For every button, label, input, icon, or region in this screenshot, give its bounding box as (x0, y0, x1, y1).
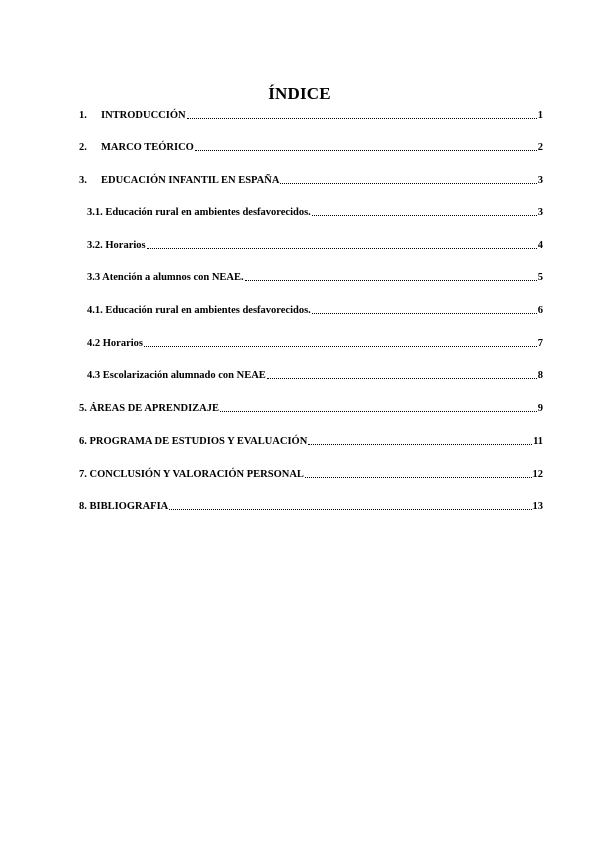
toc-entry-conclusion[interactable] (79, 467, 543, 481)
toc-entry-label: 6. PROGRAMA DE ESTUDIOS Y EVALUACIÓN (79, 436, 308, 447)
toc-entry-label: 3.2. Horarios (87, 240, 146, 251)
toc-entry-label: 5. ÁREAS DE APRENDIZAJE (79, 403, 220, 414)
toc-entry-page: 3 (537, 175, 543, 186)
toc-entry-programa-estudios[interactable] (79, 434, 543, 448)
toc-entry-marco-teorico[interactable] (79, 140, 543, 154)
toc-entry-page: 5 (537, 272, 543, 283)
toc-entry-label: 7. CONCLUSIÓN Y VALORACIÓN PERSONAL (79, 469, 304, 480)
dot-leader (312, 313, 537, 314)
toc-entry-label: 4.2 Horarios (87, 338, 143, 349)
toc-entry-label: 3.1. Educación rural en ambientes desfavorecidos. (87, 207, 311, 218)
toc-entry-page: 1 (537, 110, 543, 121)
toc-entry-number: 3. (79, 175, 87, 186)
toc-entry-page: 9 (537, 403, 543, 414)
toc-entry-page: 6 (537, 305, 543, 316)
toc-entry-page: 7 (537, 338, 543, 349)
toc-entry-introduccion[interactable] (79, 108, 543, 122)
dot-leader (187, 118, 537, 119)
toc-entry-bibliografia[interactable] (79, 499, 543, 513)
toc-entry-label: 3.3 Atención a alumnos con NEAE. (87, 272, 244, 283)
dot-leader (305, 477, 532, 478)
toc-entry-4-2[interactable] (87, 336, 543, 350)
toc-entry-4-1[interactable] (87, 303, 543, 317)
dot-leader (280, 183, 536, 184)
toc-entry-label: INTRODUCCIÓN (101, 110, 186, 121)
dot-leader (147, 248, 537, 249)
dot-leader (195, 150, 537, 151)
toc-entry-page: 2 (537, 142, 543, 153)
toc-entry-page: 4 (537, 240, 543, 251)
dot-leader (169, 509, 531, 510)
toc-entry-label: EDUCACIÓN INFANTIL EN ESPAÑA (101, 175, 280, 186)
toc-entry-page: 11 (533, 436, 543, 447)
toc-entry-page: 12 (532, 469, 543, 480)
toc-entry-label: MARCO TEÓRICO (101, 142, 194, 153)
toc-entry-page: 3 (537, 207, 543, 218)
toc-entry-3-2[interactable] (87, 238, 543, 252)
toc-entry-educacion-infantil[interactable] (79, 173, 543, 187)
dot-leader (312, 215, 537, 216)
toc-entry-label: 4.3 Escolarización alumnado con NEAE (87, 370, 266, 381)
dot-leader (245, 280, 537, 281)
toc-entry-3-3[interactable] (87, 270, 543, 284)
dot-leader (220, 411, 537, 412)
toc-entry-page: 13 (532, 501, 543, 512)
toc-entry-number: 2. (79, 142, 87, 153)
toc-entry-page: 8 (537, 370, 543, 381)
toc-entry-label: 8. BIBLIOGRAFIA (79, 501, 169, 512)
toc-entry-areas-aprendizaje[interactable] (79, 401, 543, 415)
toc-entry-3-1[interactable] (87, 205, 543, 219)
toc-entry-label: 4.1. Educación rural en ambientes desfavorecidos. (87, 305, 311, 316)
dot-leader (144, 346, 537, 347)
dot-leader (308, 444, 532, 445)
toc-entry-number: 1. (79, 110, 87, 121)
toc-entry-4-3[interactable] (87, 368, 543, 382)
page-title: ÍNDICE (268, 84, 331, 103)
dot-leader (267, 378, 537, 379)
